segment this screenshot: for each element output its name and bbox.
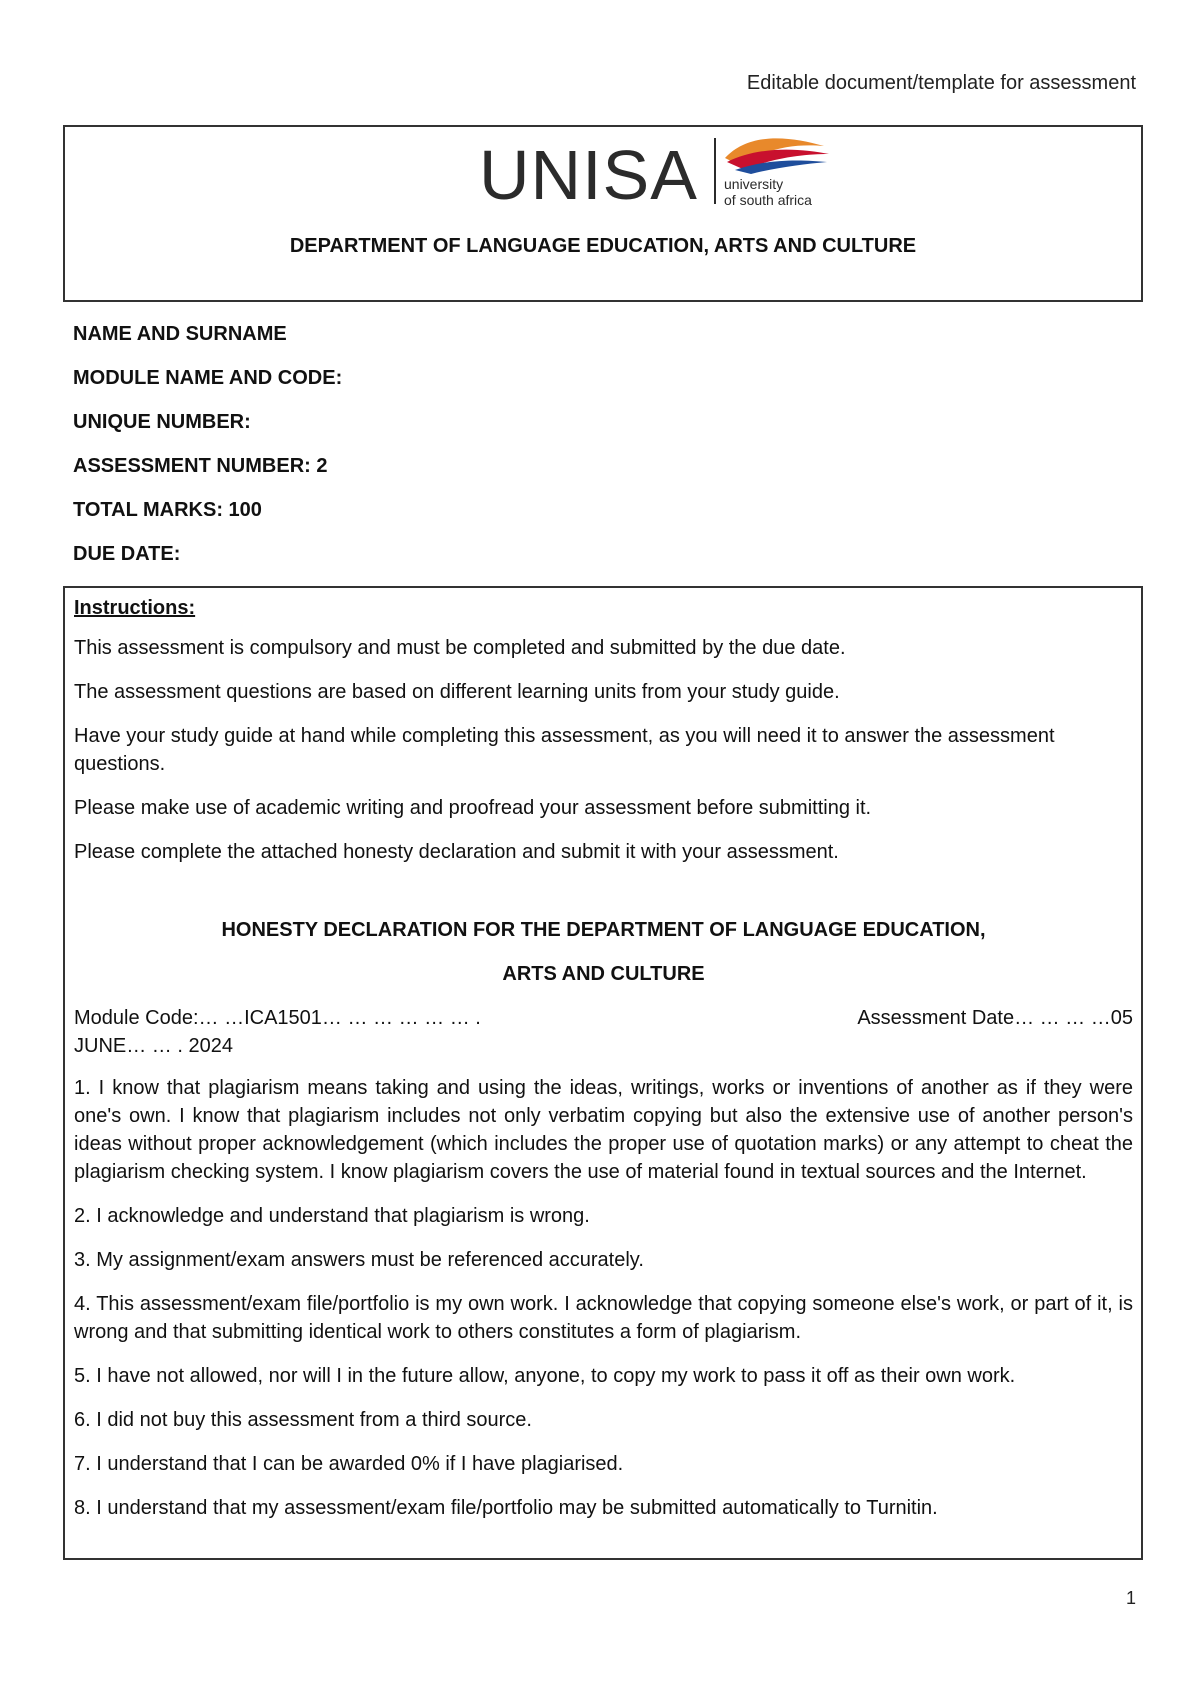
declaration-item: 2. I acknowledge and understand that plagiarism is wrong. bbox=[74, 1205, 590, 1227]
assessment-date-continued[interactable]: JUNE… … . 2024 bbox=[74, 1035, 233, 1057]
declaration-item: 4. This assessment/exam file/portfolio is my own work. I acknowledge that copying someone else's work, or part of it, is wrong and that submitting identical work to others constitutes a form of plagiarism. bbox=[74, 1293, 1133, 1343]
declaration-item: 1. I know that plagiarism means taking and using the ideas, writings, works or inventions of another as if they were one's own. I know that plagiarism includes not only verbatim copying but also the extensive use of another person's ideas without proper acknowledgement (which includes the proper use of quotation marks) or any attempt to cheat the plagiarism checking system. I know plagiarism covers the use of material found in textual sources and the Internet. bbox=[74, 1077, 1133, 1183]
instruction-item: Have your study guide at hand while completing this assessment, as you will need it to answer the assessment questions. bbox=[74, 725, 1055, 775]
instruction-item: Please make use of academic writing and proofread your assessment before submitting it. bbox=[74, 797, 872, 819]
field-total-marks[interactable]: TOTAL MARKS: 100 bbox=[73, 499, 262, 521]
field-module-name-code[interactable]: MODULE NAME AND CODE: bbox=[73, 367, 343, 389]
field-unique-number[interactable]: UNIQUE NUMBER: bbox=[73, 411, 251, 433]
assessment-date[interactable]: Assessment Date… … … …05 bbox=[857, 1007, 1133, 1029]
page-number: 1 bbox=[1125, 1588, 1136, 1608]
instruction-item: This assessment is compulsory and must be completed and submitted by the due date. bbox=[74, 637, 846, 659]
instruction-item: Please complete the attached honesty declaration and submit it with your assessment. bbox=[74, 841, 839, 863]
field-name-surname[interactable]: NAME AND SURNAME bbox=[73, 323, 287, 345]
instruction-item: The assessment questions are based on different learning units from your study guide. bbox=[74, 681, 840, 703]
student-fields bbox=[73, 322, 342, 586]
module-date-line bbox=[74, 1004, 1133, 1060]
department-title: DEPARTMENT OF LANGUAGE EDUCATION, ARTS AND CULTURE bbox=[289, 235, 917, 257]
declaration-item: 7. I understand that I can be awarded 0% if I have plagiarised. bbox=[74, 1453, 624, 1475]
declaration-item: 6. I did not buy this assessment from a third source. bbox=[74, 1409, 532, 1431]
declaration-item: 8. I understand that my assessment/exam file/portfolio may be submitted automatically to Turnitin. bbox=[74, 1497, 938, 1519]
honesty-title-line2: ARTS AND CULTURE bbox=[502, 963, 705, 985]
field-assessment-number[interactable]: ASSESSMENT NUMBER: 2 bbox=[73, 455, 328, 477]
declaration-item: 3. My assignment/exam answers must be referenced accurately. bbox=[74, 1249, 644, 1271]
logo-subtitle-2: of south africa bbox=[724, 192, 812, 208]
instructions-box bbox=[63, 586, 1143, 1560]
header-box bbox=[63, 125, 1143, 302]
unisa-logo bbox=[479, 132, 859, 210]
field-due-date[interactable]: DUE DATE: bbox=[73, 543, 181, 565]
module-code[interactable]: Module Code:… …ICA1501… … … … … … . bbox=[74, 1007, 481, 1029]
logo-subtitle-1: university bbox=[724, 176, 784, 192]
logo-wordmark: UNISA bbox=[479, 136, 698, 210]
declaration-item: 5. I have not allowed, nor will I in the future allow, anyone, to copy my work to pass it off as their own work. bbox=[74, 1365, 1016, 1387]
honesty-title-line1: HONESTY DECLARATION FOR THE DEPARTMENT OF LANGUAGE EDUCATION, bbox=[221, 919, 986, 941]
header-note: Editable document/template for assessment bbox=[746, 72, 1136, 94]
instructions-heading: Instructions: bbox=[74, 597, 196, 619]
